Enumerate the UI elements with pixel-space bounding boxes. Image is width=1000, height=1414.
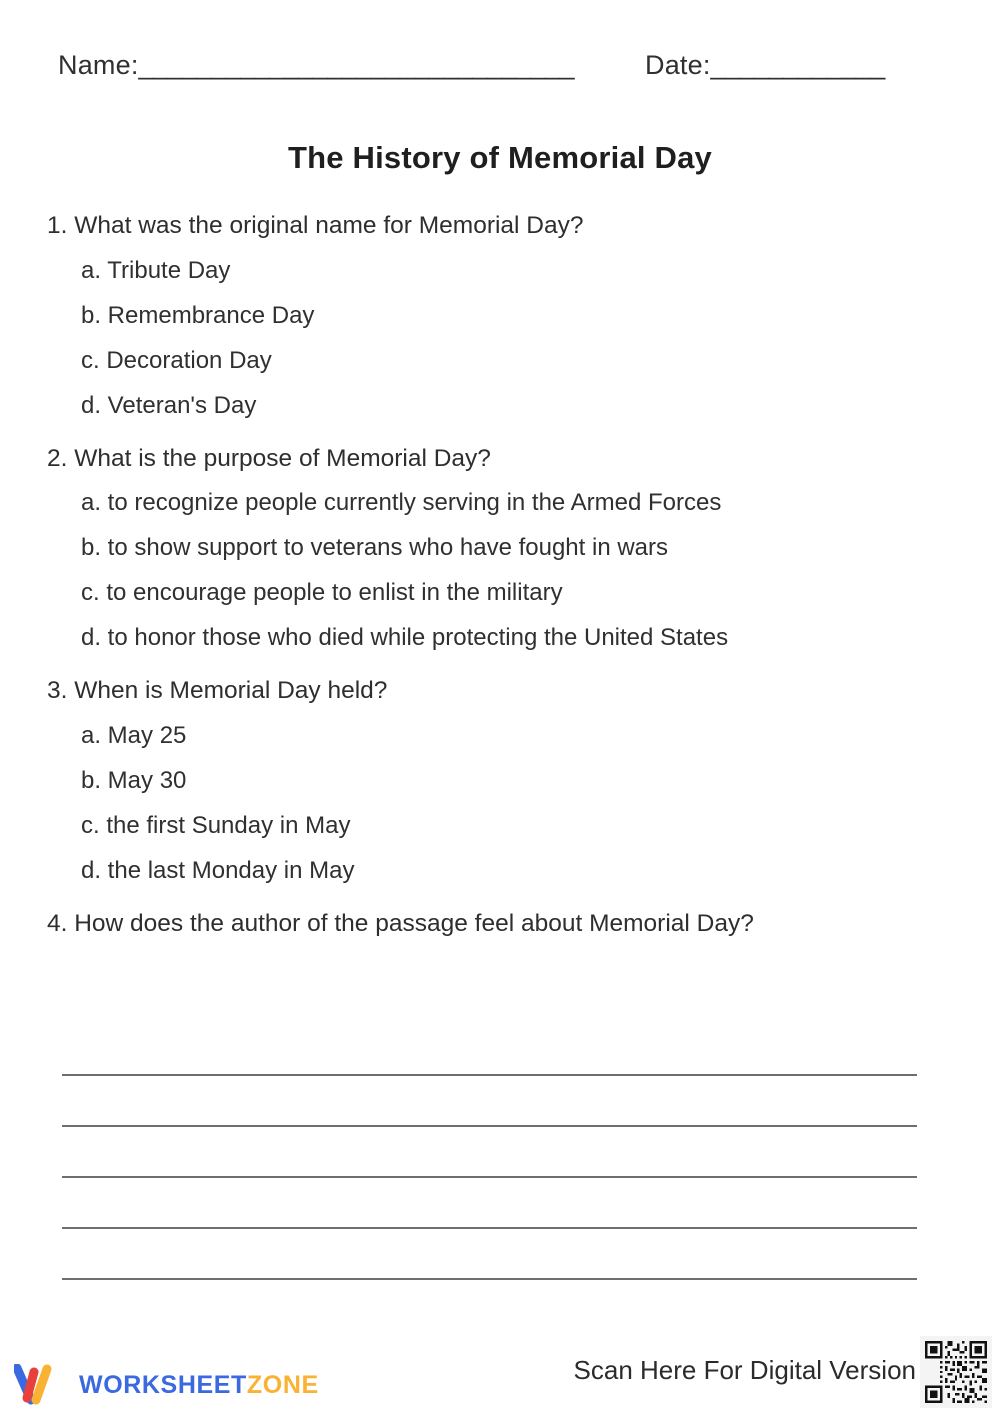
name-blank-line[interactable]: ______________________________ — [138, 50, 575, 80]
question-text: 4. How does the author of the passage feel about Memorial Day? — [47, 909, 754, 937]
choice-option[interactable]: a. May 25 — [81, 721, 187, 749]
choice-list — [0, 491, 1000, 650]
question-block — [0, 679, 1000, 883]
choice-option[interactable]: a. Tribute Day — [81, 256, 231, 284]
worksheet-zone-logo[interactable] — [14, 1364, 319, 1406]
name-label: Name: — [58, 50, 139, 80]
question-text: 3. When is Memorial Day held? — [47, 677, 388, 704]
choice-option[interactable]: d. to honor those who died while protecting the United States — [81, 624, 729, 651]
name-date-row — [0, 50, 1000, 94]
choice-list — [0, 721, 1000, 884]
logo-word-worksheet: WORKSHEET — [79, 1370, 247, 1399]
scan-here-label: Scan Here For Digital Version — [573, 1355, 916, 1385]
date-field[interactable] — [645, 50, 885, 81]
choice-list — [0, 256, 1000, 419]
answer-line[interactable] — [62, 1125, 917, 1127]
choice-option[interactable]: c. Decoration Day — [81, 346, 272, 374]
questions-list — [0, 214, 1000, 956]
page-title: The History of Memorial Day — [288, 140, 712, 175]
choice-option[interactable]: c. the first Sunday in May — [81, 811, 351, 839]
choice-option[interactable]: c. to encourage people to enlist in the military — [81, 579, 563, 606]
date-blank-line[interactable]: ____________ — [710, 50, 885, 80]
answer-line[interactable] — [62, 1074, 917, 1076]
date-label: Date: — [645, 50, 711, 80]
name-field[interactable] — [58, 50, 574, 81]
footer — [0, 1330, 1000, 1414]
qr-code-icon[interactable] — [920, 1336, 992, 1408]
choice-option[interactable]: b. to show support to veterans who have fought in wars — [81, 534, 669, 561]
answer-line[interactable] — [62, 1278, 917, 1280]
choice-option[interactable]: b. May 30 — [81, 766, 187, 794]
choice-option[interactable]: b. Remembrance Day — [81, 301, 315, 329]
question-text: 2. What is the purpose of Memorial Day? — [47, 444, 491, 472]
question-block — [0, 444, 1000, 651]
scan-digital-version[interactable] — [574, 1336, 992, 1408]
question-text: 1. What was the original name for Memorial Day? — [47, 212, 584, 239]
answer-lines[interactable] — [62, 1074, 917, 1280]
worksheet-zone-w-mark — [14, 1364, 70, 1406]
choice-option[interactable]: a. to recognize people currently serving in the Armed Forces — [81, 489, 722, 516]
answer-line[interactable] — [62, 1227, 917, 1229]
question-block — [0, 214, 1000, 418]
choice-option[interactable]: d. Veteran's Day — [81, 391, 257, 419]
question-block — [0, 909, 1000, 937]
choice-option[interactable]: d. the last Monday in May — [81, 856, 355, 884]
logo-wordmark — [79, 1370, 319, 1399]
answer-line[interactable] — [62, 1176, 917, 1178]
logo-word-zone: ZONE — [246, 1370, 319, 1399]
